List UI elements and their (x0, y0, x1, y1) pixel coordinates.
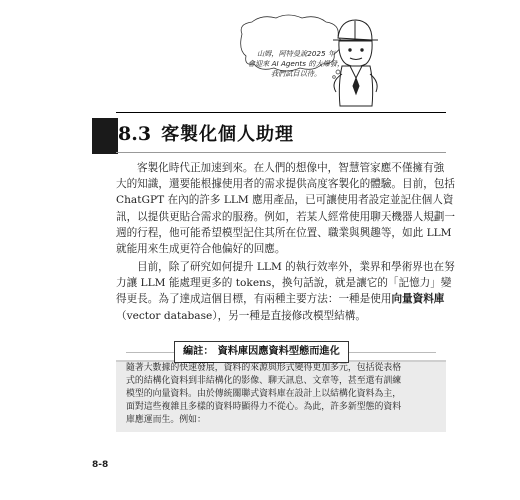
note-label (174, 341, 349, 363)
heading-top-rule (116, 112, 446, 113)
note-line: 式的結構化資料到非結構化的影像、聊天訊息、文章等，甚至還有訓練 (126, 376, 402, 386)
speech-bubble-text (236, 49, 356, 79)
text-line: 週的行程，他可能希望模型記住其所在位置、職業與興趣等，如此 LLM (116, 226, 452, 239)
text-segment: 得更長。為了達成這個目標，有兩種主要方法：一種是使用 (116, 293, 392, 306)
note-prefix: 編註： (183, 342, 214, 363)
text-line: （vector database），另一種是直接修改模型結構。 (116, 309, 366, 322)
bold-term: 向量資料庫 (391, 293, 445, 306)
heading-accent-bar (92, 118, 118, 154)
bubble-line: 山姆，阿特曼說2025 年 (256, 49, 336, 58)
text-line: 大的知識，還要能根據使用者的需求提供高度客製化的體驗。目前，包括 (116, 178, 455, 191)
page-number: 8-8 (92, 460, 109, 470)
note-line: 庫應運而生。例如： (126, 415, 206, 425)
note-text (126, 362, 440, 427)
section-number: 8.3 (118, 123, 152, 145)
note-title: 資料庫因應資料型態而進化 (217, 346, 340, 357)
heading-underline (116, 152, 446, 153)
bubble-line: 我們試目以待。 (270, 69, 322, 78)
note-line: 面對這些複雜且多樣的資料時顯得力不從心。為此，許多新型態的資料 (126, 402, 402, 412)
text-line: 力讓 LLM 能處理更多的 tokens，換句話說，就是讓它的「記憶力」變 (116, 277, 452, 290)
section-title: 客製化個人助理 (161, 124, 295, 145)
paragraph-2 (116, 259, 455, 324)
text-line: ChatGPT 在內的許多 LLM 應用產品，已可讓使用者設定並記住個人資 (116, 194, 454, 207)
bubble-line: 會迎來 AI Agents 的大爆發， (247, 59, 345, 68)
note-line: 隨著大數據的快速發展，資料的來源與形式變得更加多元，包括從表格 (126, 363, 402, 373)
text-line: 客製化時代正加速到來。在人們的想像中，智慧管家應不僅擁有強 (137, 162, 445, 174)
text-line: 訊，以提供更貼合需求的服務。例如，若某人經常使用聊天機器人規劃一 (116, 210, 455, 223)
note-line: 模型的向量資料。由於傳統關聯式資料庫在設計上以結構化資料為主， (126, 389, 402, 399)
paragraph-1 (116, 160, 455, 257)
text-line: 目前，除了研究如何提升 LLM 的執行效率外，業界和學術界也在努 (137, 261, 455, 273)
text-line: 就能用來生成更符合他偏好的回應。 (116, 243, 286, 256)
section-heading (118, 120, 294, 152)
text-line (116, 291, 446, 307)
